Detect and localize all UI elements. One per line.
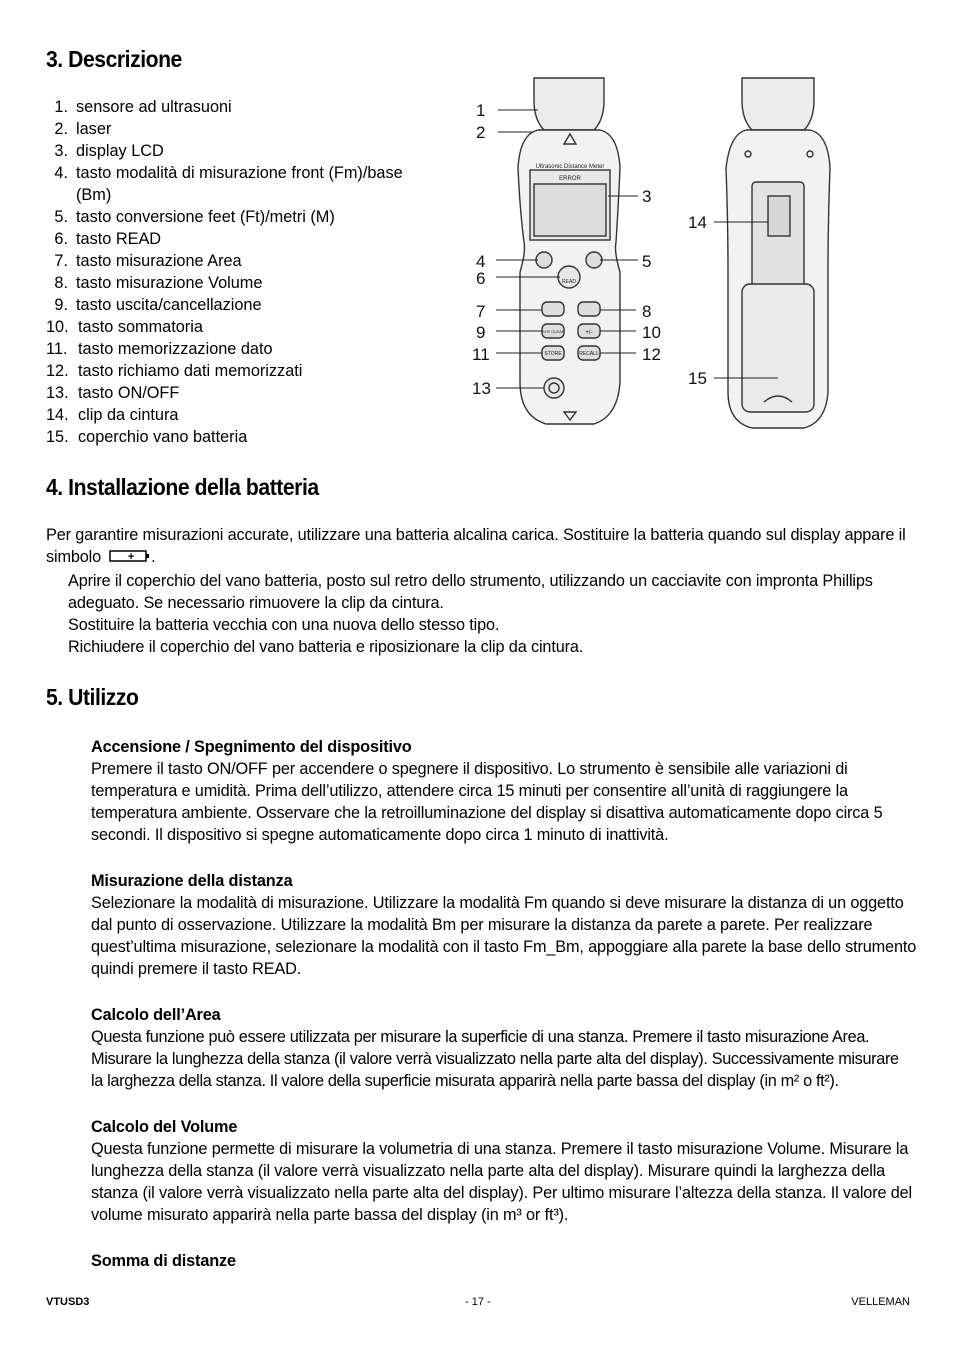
- device-illustration: [468, 72, 908, 432]
- list-item: 7. tasto misurazione Area: [54, 252, 242, 270]
- usage-power-line: temperatura e umidità. Prima dell’utilizzo, attendere circa 15 minuti per consentire all’unità di raggiungere la: [91, 782, 848, 800]
- sum-label: +/-: [585, 330, 593, 336]
- callout-2: 2: [476, 123, 486, 142]
- device-figure: [468, 72, 908, 432]
- ultrasonic-sensor: [534, 78, 604, 130]
- list-item: 3. display LCD: [54, 142, 164, 160]
- list-item: 4. tasto modalità di misurazione front (Fm)/base: [54, 164, 403, 182]
- usage-volume-title: Calcolo del Volume: [91, 1118, 238, 1136]
- list-item: 8. tasto misurazione Volume: [54, 274, 263, 292]
- back-sensor: [742, 78, 814, 130]
- usage-sum-block: [91, 1250, 921, 1272]
- area-button: [542, 302, 564, 316]
- callout-12: 12: [642, 345, 661, 364]
- list-item: 13. tasto ON/OFF: [46, 384, 180, 402]
- unit-button: [586, 252, 602, 268]
- usage-area-line: Questa funzione può essere utilizzata per misurare la superficie di una stanza. Premere il tasto misurazione Area.: [91, 1028, 870, 1046]
- battery-intro: [46, 524, 916, 569]
- battery-intro-line-1: Per garantire misurazioni accurate, utilizzare una batteria alcalina carica. Sostituire la batteria quando sul display appare il: [46, 526, 906, 544]
- section-5-heading: 5. Utilizzo: [46, 684, 139, 710]
- battery-intro-line-2: [46, 546, 916, 569]
- list-item: 12. tasto richiamo dati memorizzati: [46, 362, 303, 380]
- list-item: 2. laser: [54, 120, 112, 138]
- footer-model: VTUSD3: [46, 1296, 90, 1308]
- battery-step: adeguato. Se necessario rimuovere la clip da cintura.: [68, 594, 444, 612]
- parts-list: [46, 96, 426, 448]
- usage-volume-line: lunghezza della stanza (il valore verrà visualizzato nella parte alta del display). Misurare quindi la larghezza della: [91, 1162, 886, 1180]
- usage-area-line: Misurare la lunghezza della stanza (il valore verrà visualizzato nella parte alta del display). Successivamente misurare: [91, 1050, 899, 1068]
- list-item: 15. coperchio vano batteria: [46, 428, 248, 446]
- usage-distance-block: [91, 870, 921, 980]
- battery-step: Richiudere il coperchio del vano batteria e riposizionare la clip da cintura.: [68, 638, 584, 656]
- usage-distance-line: Selezionare la modalità di misurazione. Utilizzare la modalità Fm quando si deve misurare la distanza di un oggetto: [91, 894, 904, 912]
- list-item: (Bm): [76, 186, 112, 204]
- footer-page-number: - 17 -: [465, 1296, 491, 1308]
- callout-15: 15: [688, 369, 707, 388]
- usage-volume-block: [91, 1116, 921, 1226]
- callout-4: 4: [476, 252, 486, 271]
- footer-brand: VELLEMAN: [851, 1296, 910, 1308]
- fm-bm-button: [536, 252, 552, 268]
- section-4-heading: 4. Installazione della batteria: [46, 474, 319, 500]
- usage-volume-line: Questa funzione permette di misurare la volumetria di una stanza. Premere il tasto misurazione Volume. Misurare la: [91, 1140, 909, 1158]
- usage-power-block: [91, 736, 921, 846]
- usage-power-line: secondi. Il dispositivo si spegne automaticamente dopo circa 1 minuto di inattività.: [91, 826, 669, 844]
- list-item: 11. tasto memorizzazione dato: [46, 340, 273, 358]
- usage-area-title: Calcolo dell’Area: [91, 1006, 221, 1024]
- list-item: 5. tasto conversione feet (Ft)/metri (M): [54, 208, 335, 226]
- battery-steps: [68, 570, 918, 658]
- section-3-heading: 3. Descrizione: [46, 46, 182, 72]
- device-label: Ultrasonic Distance Meter: [535, 164, 605, 170]
- power-button: [544, 378, 564, 398]
- list-item: 6. tasto READ: [54, 230, 162, 248]
- exit-label: EXIT CLEAR: [541, 329, 565, 334]
- list-item: 9. tasto uscita/cancellazione: [54, 296, 262, 314]
- usage-distance-line: quindi premere il tasto READ.: [91, 960, 302, 978]
- usage-power-title: Accensione / Spegnimento del dispositivo: [91, 738, 412, 756]
- callout-7: 7: [476, 302, 486, 321]
- list-item: 10. tasto sommatoria: [46, 318, 203, 336]
- lcd-error-text: ERROR: [559, 176, 581, 182]
- callout-6: 6: [476, 269, 486, 288]
- battery-intro-prefix: simbolo: [46, 548, 102, 566]
- callout-8: 8: [642, 302, 652, 321]
- callout-13: 13: [472, 379, 491, 398]
- list-item: 1. sensore ad ultrasuoni: [54, 98, 232, 116]
- callout-9: 9: [476, 323, 486, 342]
- callout-14: 14: [688, 213, 707, 232]
- battery-step: Sostituire la batteria vecchia con una nuova dello stesso tipo.: [68, 616, 500, 634]
- usage-area-block: [91, 1004, 921, 1092]
- battery-step: Aprire il coperchio del vano batteria, posto sul retro dello strumento, utilizzando un cacciavite con impronta Phillips: [68, 572, 873, 590]
- volume-button: [578, 302, 600, 316]
- usage-volume-line: volume misurato apparirà nella parte bassa del display (in m³ or ft³).: [91, 1206, 569, 1224]
- svg-text:+: +: [127, 550, 135, 563]
- usage-power-line: temperatura ambiente. Osservare che la retroilluminazione del display si disattiva automaticamente dopo circa 5: [91, 804, 883, 822]
- callout-10: 10: [642, 323, 661, 342]
- usage-power-line: Premere il tasto ON/OFF per accendere o spegnere il dispositivo. Lo strumento è sensibile alle variazioni di: [91, 760, 848, 778]
- battery-intro-end: .: [151, 548, 156, 566]
- usage-volume-line: stanza (il valore verrà visualizzato nella parte alta del display). Per ultimo misurare l’altezza della stanza. Il valore del: [91, 1184, 913, 1202]
- recall-label: RECALL: [579, 351, 599, 357]
- callout-5: 5: [642, 252, 652, 271]
- battery-cover: [742, 284, 814, 412]
- usage-distance-line: quest’ultima misurazione, selezionare la modalità con il tasto Fm_Bm, appoggiare alla parete la base dello strumento: [91, 938, 917, 956]
- callout-3: 3: [642, 187, 652, 206]
- usage-distance-title: Misurazione della distanza: [91, 872, 293, 890]
- battery-icon: [109, 547, 151, 569]
- usage-distance-line: dal punto di osservazione. Utilizzare la modalità Bm per misurare la distanza da parete a parete. Per realizzare: [91, 916, 873, 934]
- store-label: STORE: [544, 351, 562, 357]
- read-label: READ: [562, 279, 576, 285]
- callout-11: 11: [472, 345, 490, 364]
- usage-sum-title: Somma di distanze: [91, 1252, 236, 1270]
- usage-area-line: la larghezza della stanza. Il valore della superficie misurata apparirà nella parte bassa del display (in m² o ft²).: [91, 1072, 839, 1090]
- list-item: 14. clip da cintura: [46, 406, 179, 424]
- callout-1: 1: [476, 101, 486, 120]
